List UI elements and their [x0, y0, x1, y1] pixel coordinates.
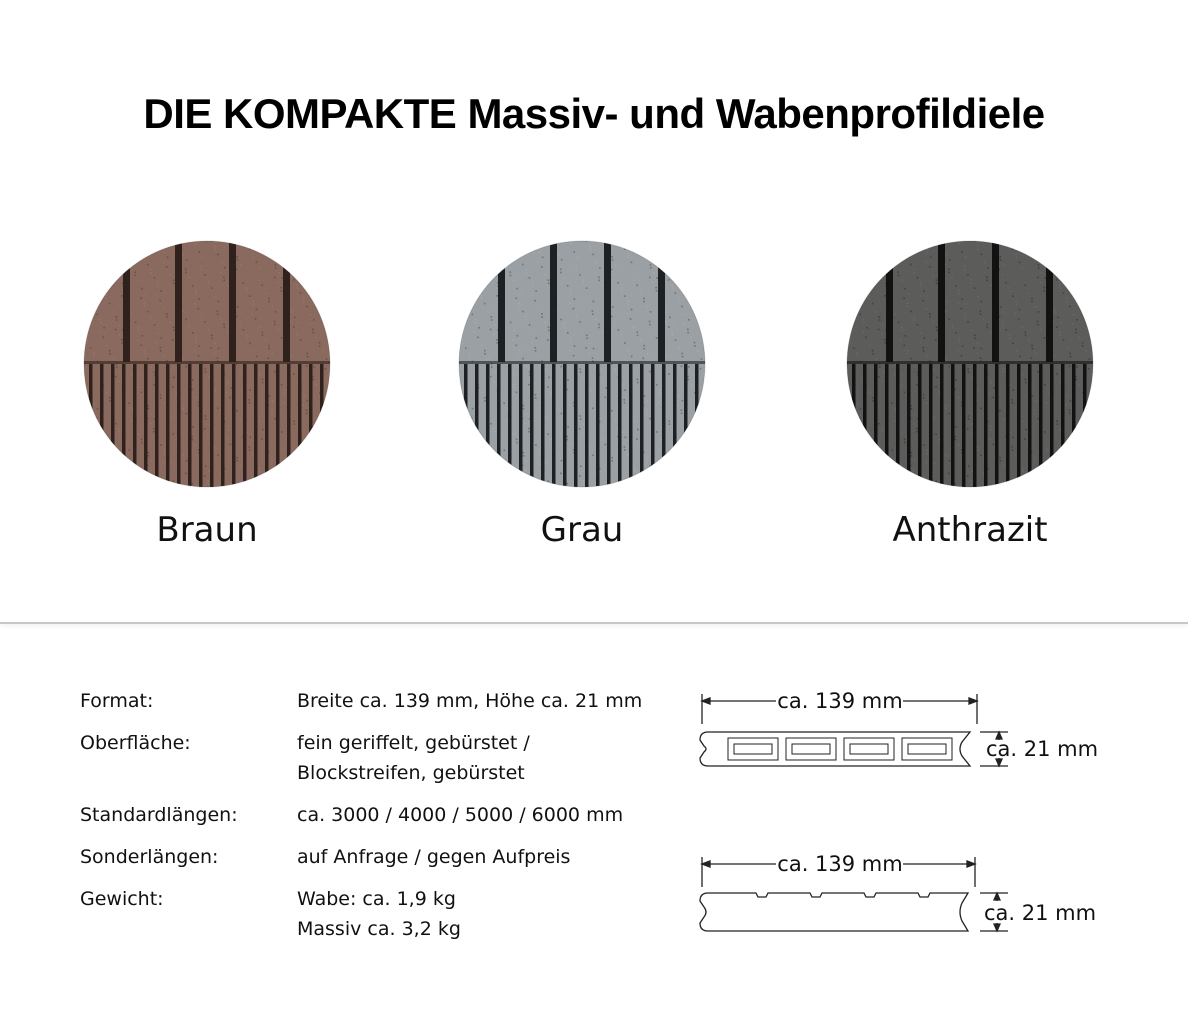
- spec-label: Format:: [80, 690, 154, 712]
- spec-value: [297, 842, 680, 872]
- spec-label: Gewicht:: [80, 888, 164, 910]
- swatch-grau[interactable]: [432, 240, 732, 550]
- solid-height-label: ca. 21 mm: [984, 901, 1097, 925]
- braun-texture-image: [83, 240, 331, 488]
- spec-value-line: Blockstreifen, gebürstet: [297, 762, 525, 784]
- spec-row-standardlaengen: [80, 800, 680, 830]
- spec-label: Sonderlängen:: [80, 846, 219, 868]
- spec-label: Oberfläche:: [80, 732, 191, 754]
- page-title: DIE KOMPAKTE Massiv- und Wabenprofildiele: [143, 90, 1045, 137]
- anthrazit-texture-image: [846, 240, 1094, 488]
- swatch-label: Grau: [540, 510, 624, 550]
- spec-value-line: Breite ca. 139 mm, Höhe ca. 21 mm: [297, 690, 643, 712]
- spec-row-sonderlaengen: [80, 842, 680, 872]
- spec-table: [80, 686, 680, 956]
- spec-value-line: Massiv ca. 3,2 kg: [297, 918, 461, 940]
- spec-value: [297, 884, 680, 944]
- hollow-width-label: ca. 139 mm: [777, 689, 903, 713]
- spec-value-line: Wabe: ca. 1,9 kg: [297, 888, 456, 910]
- spec-value: [297, 686, 680, 716]
- swatch-label: Braun: [156, 510, 258, 550]
- spec-value: [297, 800, 680, 830]
- grau-texture-image: [458, 240, 706, 488]
- spec-row-oberflaeche: [80, 728, 680, 788]
- hollow-height-label: ca. 21 mm: [986, 737, 1099, 761]
- swatch-label: Anthrazit: [892, 510, 1048, 550]
- hollow-profile-diagram: [690, 682, 1110, 782]
- solid-width-label: ca. 139 mm: [777, 852, 903, 876]
- spec-value-line: auf Anfrage / gegen Aufpreis: [297, 846, 571, 868]
- color-swatches: [0, 240, 1188, 560]
- solid-profile-diagram: [690, 845, 1110, 945]
- section-divider: [0, 622, 1188, 624]
- spec-value-line: ca. 3000 / 4000 / 5000 / 6000 mm: [297, 804, 624, 826]
- spec-value-line: fein geriffelt, gebürstet /: [297, 732, 530, 754]
- swatch-braun[interactable]: [57, 240, 357, 550]
- spec-value: [297, 728, 680, 788]
- spec-label: Standardlängen:: [80, 804, 238, 826]
- spec-row-format: [80, 686, 680, 716]
- swatch-anthrazit[interactable]: [820, 240, 1120, 550]
- spec-row-gewicht: [80, 884, 680, 944]
